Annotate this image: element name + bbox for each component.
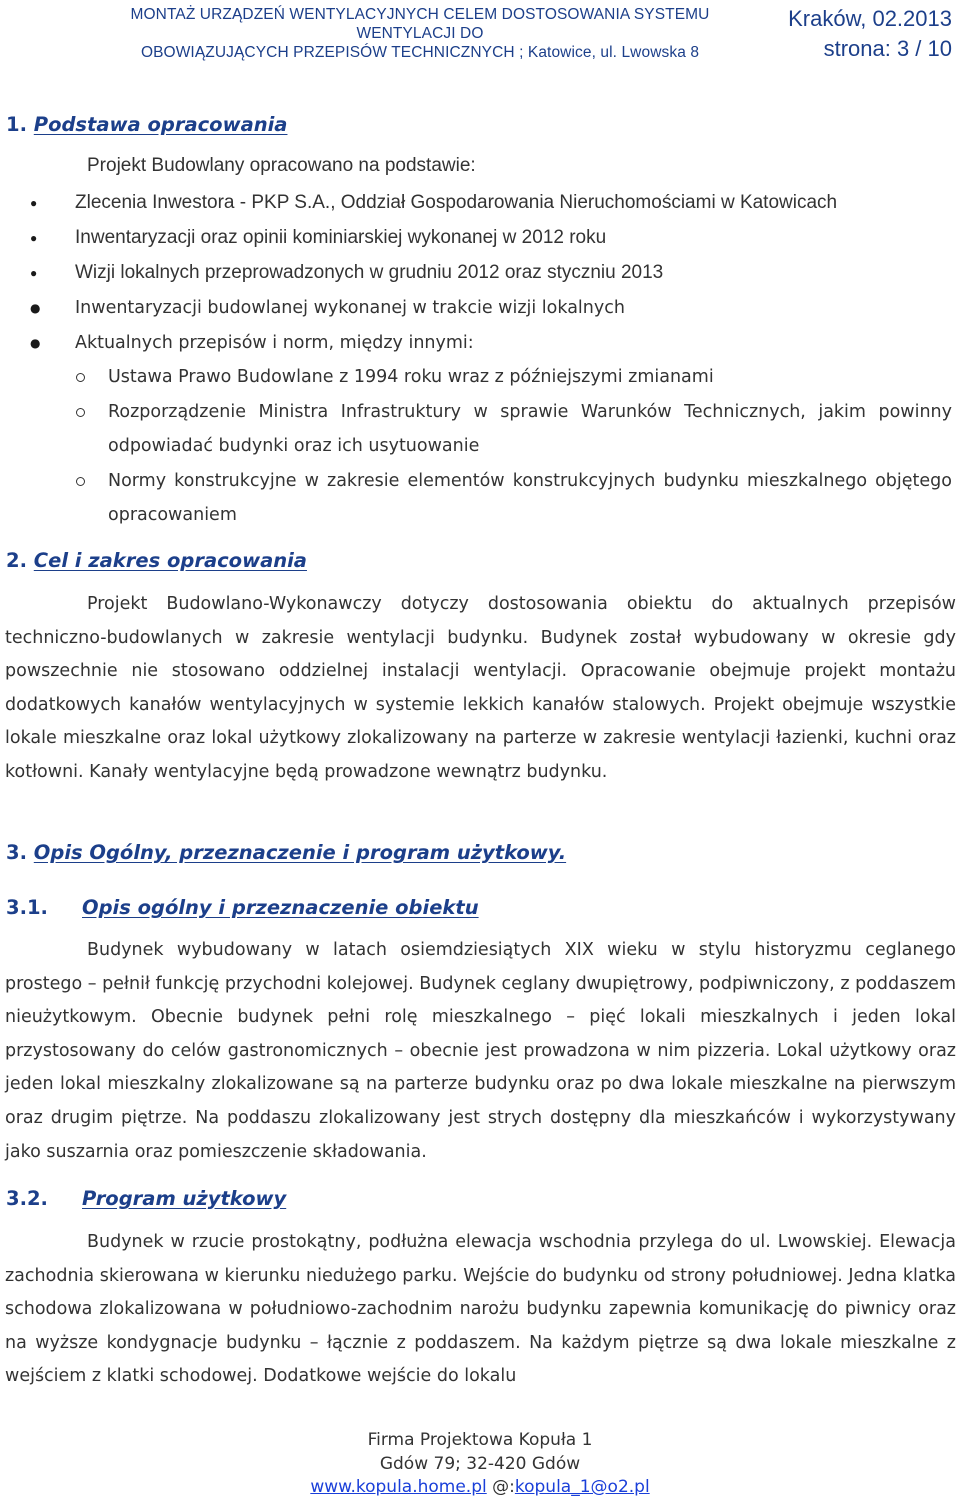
source-list (0, 187, 960, 362)
bullet-icon: ● (30, 301, 41, 315)
header-project-line-2: OBOWIĄZUJĄCYCH PRZEPISÓW TECHNICZNYCH ; Katowice, ul. Lwowska 8 (140, 44, 700, 61)
list-item: ● Zlecenia Inwestora - PKP S.A., Oddział Gospodarowania Nieruchomościami w Katowicach (0, 187, 960, 222)
list-item: ● Wizji lokalnych przeprowadzonych w grudniu 2012 oraz styczniu 2013 (0, 257, 960, 292)
section-2-heading (6, 549, 307, 572)
section-1-intro: Projekt Budowlany opracowano na podstawie: (87, 155, 476, 176)
footer-company: Firma Projektowa Kopuła 1 (367, 1430, 593, 1450)
section-3-2-body: Budynek w rzucie prostokątny, podłużna elewacja wschodnia przylega do ul. Lwowskiej. Elewacja zachodnia skierowana w kierunku niedużego parku. Wejście do budynku od strony południowej. Jedna klatka schodowa zlokalizowana w południowo-zachodnim narożu budynku zapewnia komunikację do piwnicy oraz na wyższe kondygnacje budynku – łącznie z poddaszem. Na każdym piętrze są dwa lokale mieszkalne z wejściem z klatki schodowej. Dodatkowe wejście do lokalu (5, 1232, 956, 1387)
circle-bullet-icon (76, 373, 85, 382)
section-number: 3.1. (6, 896, 48, 919)
list-item: ● Inwentaryzacji budowlanej wykonanej w trakcie wizji lokalnych (0, 292, 960, 327)
website-link[interactable]: www.kopula.home.pl (310, 1477, 487, 1497)
sub-list-item: Rozporządzenie Ministra Infrastruktury w sprawie Warunków Technicznych, jakim powinny odpowiadać budynki oraz ich usytuowanie (0, 395, 960, 464)
section-title: Opis Ogólny, przeznaczenie i program użytkowy. (33, 841, 567, 864)
sub-list-item: Normy konstrukcyjne w zakresie elementów konstrukcyjnych budynku mieszkalnego objętego opracowaniem (0, 464, 960, 533)
bullet-icon: ● (30, 231, 38, 245)
section-3-1-heading (6, 896, 479, 919)
sub-list-item: Ustawa Prawo Budowlane z 1994 roku wraz z późniejszymi zmianami (0, 360, 960, 395)
list-item: ● Aktualnych przepisów i norm, między innymi: (0, 327, 960, 362)
section-title: Opis ogólny i przeznaczenie obiektu (82, 896, 479, 919)
section-number: 2. (6, 549, 27, 572)
circle-bullet-icon (76, 408, 85, 417)
section-number: 3. (6, 841, 27, 864)
email-prefix: @: (492, 1477, 515, 1497)
list-item: ● Inwentaryzacji oraz opinii kominiarskiej wykonanej w 2012 roku (0, 222, 960, 257)
section-3-heading (6, 841, 566, 864)
header-project-line-1: MONTAŻ URZĄDZEŃ WENTYLACYJNYCH CELEM DOSTOSOWANIA SYSTEMU WENTYLACJI DO (130, 6, 710, 42)
section-number: 1. (6, 113, 27, 136)
bullet-icon: ● (30, 266, 38, 280)
document-footer (240, 1429, 720, 1500)
section-2-body: Projekt Budowlano-Wykonawczy dotyczy dostosowania obiektu do aktualnych przepisów techniczno-budowlanych w zakresie wentylacji budynku. Budynek został wybudowany w okresie gdy powszechnie nie stosowano oddzielnej instalacji wentylacji. Opracowanie obejmuje projekt montażu dodatkowych kanałów wentylacyjnych w systemie lekkich kanałów stalowych. Projekt obejmuje wszystkie lokale mieszkalne oraz lokal użytkowy zlokalizowany na parterze w zakresie wentylacji łazienki, kuchni oraz kotłowni. Kanały wentylacyjne będą prowadzone wewnątrz budynku. (5, 594, 956, 782)
document-header (100, 5, 740, 62)
header-page-number: strona: 3 / 10 (823, 36, 952, 61)
email-link[interactable]: kopula_1@o2.pl (514, 1477, 650, 1497)
header-meta (788, 4, 952, 64)
footer-contact (240, 1476, 720, 1500)
circle-bullet-icon (76, 477, 85, 486)
section-title: Cel i zakres opracowania (33, 549, 307, 572)
bullet-icon: ● (30, 336, 41, 350)
header-date: Kraków, 02.2013 (788, 6, 952, 31)
regulations-sublist (0, 360, 960, 533)
section-title: Program użytkowy (82, 1187, 287, 1210)
section-number: 3.2. (6, 1187, 48, 1210)
section-3-1-body: Budynek wybudowany w latach osiemdziesiątych XIX wieku w stylu historyzmu ceglanego prostego – pełnił funkcję przychodni kolejowej. Budynek ceglany dwupiętrowy, podpiwniczony, z poddaszem nieużytkowym. Obecnie budynek pełni rolę mieszkalnego – pięć lokali mieszkalnych i jeden lokal przystosowany do celów gastronomicznych – obecnie jest prowadzona w nim pizzeria. Lokal użytkowy oraz jeden lokal mieszkalny zlokalizowane są na parterze budynku oraz po dwa lokale mieszkalne na pierwszym oraz drugim piętrze. Na poddaszu zlokalizowany jest strych dostępny dla mieszkańców i wykorzystywany jako suszarnia oraz pomieszczenie składowania. (5, 940, 956, 1162)
footer-address: Gdów 79; 32-420 Gdów (379, 1453, 581, 1474)
section-1-heading (6, 113, 287, 136)
section-3-2-heading (6, 1187, 286, 1210)
bullet-icon: ● (30, 196, 38, 210)
section-title: Podstawa opracowania (33, 113, 288, 136)
